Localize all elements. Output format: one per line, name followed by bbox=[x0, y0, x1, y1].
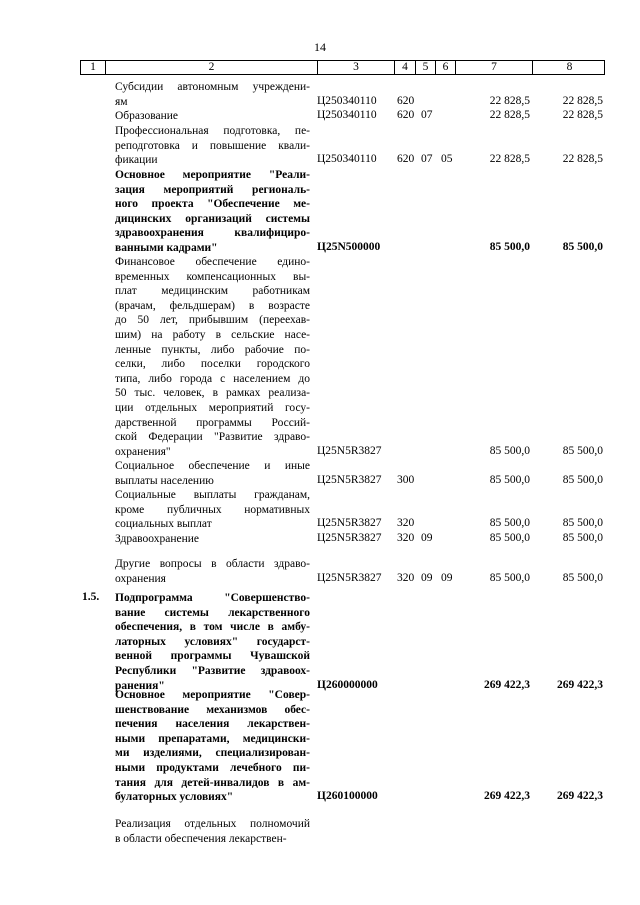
row-name: Здравоохранение bbox=[115, 533, 200, 545]
table-header bbox=[80, 60, 605, 75]
row-value-col-7: 22 828,5 bbox=[489, 153, 530, 166]
row-value-col-8: 85 500,0 bbox=[562, 571, 603, 584]
row-name: Социальное обеспечение и иные выплаты населению bbox=[115, 460, 310, 487]
row-value-col-7: 22 828,5 bbox=[489, 109, 530, 121]
row-code: Ц25N5R3827 bbox=[317, 444, 382, 457]
header-col-1: 1 bbox=[81, 61, 106, 74]
row-value-col-8: 85 500,0 bbox=[562, 532, 603, 544]
header-col-4: 4 bbox=[395, 61, 416, 74]
row-code: Ц260100000 bbox=[317, 790, 378, 803]
row-value-col-8: 22 828,5 bbox=[562, 94, 603, 107]
row-value-col-7: 269 422,3 bbox=[484, 790, 530, 803]
row-col-4: 620 bbox=[397, 109, 415, 121]
row-name: Реализация отдельных полномочий в области обеспечения лекарствен- bbox=[115, 818, 310, 845]
row-code: Ц260000000 bbox=[317, 678, 378, 691]
row-code: Ц25N5R3827 bbox=[317, 571, 382, 584]
row-value-col-8: 22 828,5 bbox=[562, 109, 603, 121]
row-col-4: 320 bbox=[397, 571, 415, 584]
row-number: 1.5. bbox=[82, 591, 100, 603]
row-value-col-7: 85 500,0 bbox=[489, 444, 530, 457]
row-value-col-7: 85 500,0 bbox=[489, 241, 530, 253]
row-value-col-8: 269 422,3 bbox=[557, 678, 603, 691]
row-name: Другие вопросы в области здраво- охранения bbox=[115, 558, 310, 585]
row-col-4: 620 bbox=[397, 153, 415, 166]
page-number: 14 bbox=[314, 40, 326, 54]
row-col-6: 05 bbox=[441, 153, 453, 166]
row-value-col-8: 85 500,0 bbox=[562, 473, 603, 486]
row-value-col-7: 85 500,0 bbox=[489, 532, 530, 544]
row-name: Основное мероприятие "Реали- зация мероприятий региональ- ного проекта "Обеспечение ме- дицинских организаций системы здравоохранения квалифициро- ванными кадрами" bbox=[115, 169, 310, 254]
row-name: Профессиональная подготовка, пе- реподготовка и повышение квали- фикации bbox=[115, 125, 310, 167]
row-code: Ц250340110 bbox=[317, 153, 377, 166]
row-value-col-8: 85 500,0 bbox=[562, 517, 603, 530]
row-name: Образование bbox=[115, 110, 179, 122]
row-value-col-8: 269 422,3 bbox=[557, 790, 603, 803]
header-col-7: 7 bbox=[456, 61, 533, 74]
row-value-col-7: 85 500,0 bbox=[489, 517, 530, 530]
row-col-6: 09 bbox=[441, 571, 453, 584]
row-value-col-7: 269 422,3 bbox=[484, 678, 530, 691]
row-code: Ц25N500000 bbox=[317, 241, 381, 253]
row-col-5: 09 bbox=[421, 571, 433, 584]
row-value-col-8: 85 500,0 bbox=[562, 444, 603, 457]
row-col-4: 620 bbox=[397, 94, 415, 107]
row-name: Социальные выплаты гражданам, кроме публичных нормативных социальных выплат bbox=[115, 489, 310, 531]
header-col-8: 8 bbox=[566, 61, 573, 73]
row-value-col-8: 85 500,0 bbox=[562, 241, 603, 253]
row-value-col-8: 22 828,5 bbox=[562, 153, 603, 166]
row-col-4: 320 bbox=[397, 532, 415, 544]
row-col-5: 07 bbox=[421, 109, 433, 121]
row-col-5: 09 bbox=[421, 532, 433, 544]
row-name: Финансовое обеспечение едино- временных компенсационных вы- плат медицинским работникам (врачам, фельдшерам) в возрасте до 50 лет, прибывшим (переехав- шим) на работу в сельские насе- ленные пункты, либо рабочие по- селки, либо поселки городского типа, либо города с населением до 50 тыс. человек, в рамках реализа- ции отдельных мероприятий госу- дарственной программы Россий- ской Федерации "Развитие здраво- охранения" bbox=[115, 256, 310, 458]
header-col-5: 5 bbox=[416, 61, 436, 74]
row-name: Подпрограмма "Совершенство- вание системы лекарственного обеспечения, в том числе в амбу- латорных условиях" государст- венной программы Чувашской Республики "Развитие здравоох- ранения" bbox=[115, 592, 310, 692]
row-col-4: 320 bbox=[397, 517, 415, 530]
row-code: Ц250340110 bbox=[317, 109, 377, 121]
row-code: Ц250340110 bbox=[317, 94, 377, 107]
row-name: Основное мероприятие "Совер- шенствование механизмов обес- печения населения лекарствен- ными препаратами, медицински- ми изделиями, специализирован- ными продуктами лечебного пи- тания для детей-инвалидов в ам- булаторных условиях" bbox=[115, 689, 310, 804]
header-col-2: 2 bbox=[106, 61, 318, 74]
row-value-col-7: 85 500,0 bbox=[489, 571, 530, 584]
row-code: Ц25N5R3827 bbox=[317, 532, 382, 544]
row-col-5: 07 bbox=[421, 153, 433, 166]
row-name: Субсидии автономным учреждени- ям bbox=[115, 81, 310, 108]
row-value-col-7: 22 828,5 bbox=[489, 94, 530, 107]
row-value-col-7: 85 500,0 bbox=[489, 473, 530, 486]
header-col-3: 3 bbox=[318, 61, 395, 74]
row-code: Ц25N5R3827 bbox=[317, 517, 382, 530]
row-code: Ц25N5R3827 bbox=[317, 473, 382, 486]
row-col-4: 300 bbox=[397, 473, 415, 486]
header-col-6: 6 bbox=[436, 61, 456, 74]
